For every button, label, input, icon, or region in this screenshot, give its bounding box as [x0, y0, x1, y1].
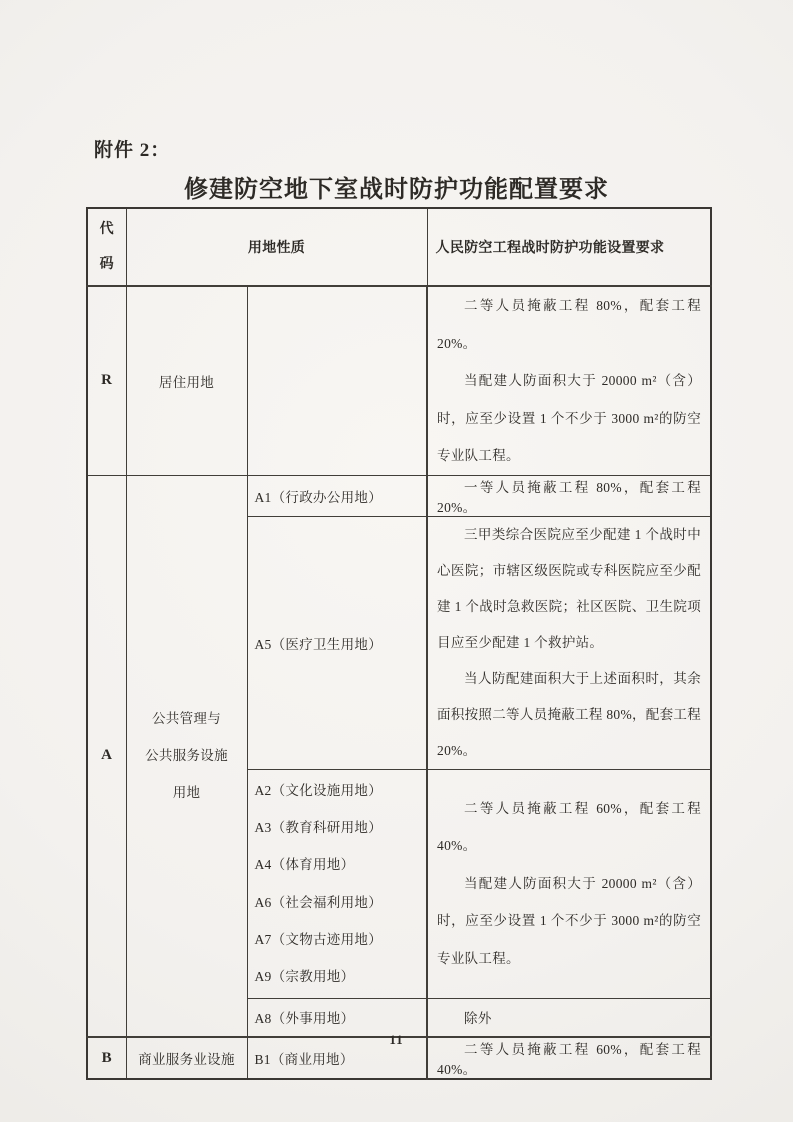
category-business-cell: 商业服务业设施 — [126, 1037, 247, 1079]
row-a1 — [87, 475, 711, 516]
code-a-cell: A — [87, 475, 126, 1037]
requirement-paragraph: 二等人员掩蔽工程 80%，配套工程 20%。 — [437, 298, 702, 351]
header-code-cell — [87, 208, 126, 286]
requirement-paragraph: 当配建人防面积大于 20000 m²（含）时，应至少设置 1 个不少于 3000 m²的防空专业队工程。 — [437, 373, 702, 463]
subcategory-a1-cell: A1（行政办公用地） — [247, 475, 427, 516]
requirement-paragraph: 二等人员掩蔽工程 60%，配套工程 40%。 — [437, 800, 702, 854]
subcategory-item: A4（体育用地） — [254, 857, 355, 873]
page-number: 11 — [389, 1032, 404, 1047]
subcategory-item: A3（教育科研用地） — [254, 820, 382, 836]
requirement-paragraph: 二等人员掩蔽工程 60%，配套工程 40%。 — [437, 1042, 702, 1077]
requirement-paragraph: 当人防配建面积大于上述面积时，其余面积按照二等人员掩蔽工程 80%，配套工程 20%。 — [437, 670, 702, 758]
header-requirement-cell: 人民防空工程战时防护功能设置要求 — [427, 208, 711, 286]
category-public-lines — [127, 700, 247, 811]
subcategory-item: A9（宗教用地） — [254, 968, 355, 984]
category-line: 用地 — [172, 785, 201, 801]
subcategory-a-group-cell — [247, 769, 427, 998]
subcategory-item: A6（社会福利用地） — [254, 894, 382, 910]
subcategory-list — [255, 772, 427, 995]
requirement-paragraph: 一等人员掩蔽工程 80%，配套工程 20%。 — [437, 479, 702, 515]
protection-requirements-table — [86, 207, 712, 1080]
requirement-a5-cell — [427, 516, 711, 769]
subcategory-b1-cell: B1（商业用地） — [247, 1037, 427, 1079]
subcategory-item: A7（文物古迹用地） — [254, 931, 382, 947]
header-code-label: 代码 — [99, 222, 114, 272]
requirement-paragraph: 除外 — [464, 1011, 492, 1027]
row-residential — [87, 286, 711, 475]
category-residential-cell: 居住用地 — [126, 286, 247, 475]
category-line: 公共管理与 — [152, 711, 221, 727]
attachment-label: 附件 2： — [94, 140, 171, 161]
subcategory-a5-cell: A5（医疗卫生用地） — [247, 516, 427, 769]
requirement-residential-cell — [427, 286, 711, 475]
subcategory-a8-cell: A8（外事用地） — [247, 998, 427, 1037]
header-land-use-cell: 用地性质 — [126, 208, 427, 286]
category-public-cell — [126, 475, 247, 1037]
code-r-cell: R — [87, 286, 126, 475]
requirement-a-group-cell — [427, 769, 711, 998]
code-b-cell: B — [87, 1037, 126, 1079]
requirement-paragraph: 当配建人防面积大于 20000 m²（含）时，应至少设置 1 个不少于 3000 m²的防空专业队工程。 — [437, 875, 702, 966]
requirement-paragraph: 三甲类综合医院应至少配建 1 个战时中心医院；市辖区级医院或专科医院应至少配建 1 个战时急救医院；社区医院、卫生院项目应至少配建 1 个救护站。 — [437, 526, 702, 650]
subcategory-item: A2（文化设施用地） — [254, 782, 382, 798]
table-header-row — [87, 208, 711, 286]
subcategory-empty-cell — [247, 286, 427, 475]
requirement-a1-cell — [427, 475, 711, 516]
document-title: 修建防空地下室战时防护功能配置要求 — [184, 177, 609, 203]
category-line: 公共服务设施 — [145, 748, 228, 764]
